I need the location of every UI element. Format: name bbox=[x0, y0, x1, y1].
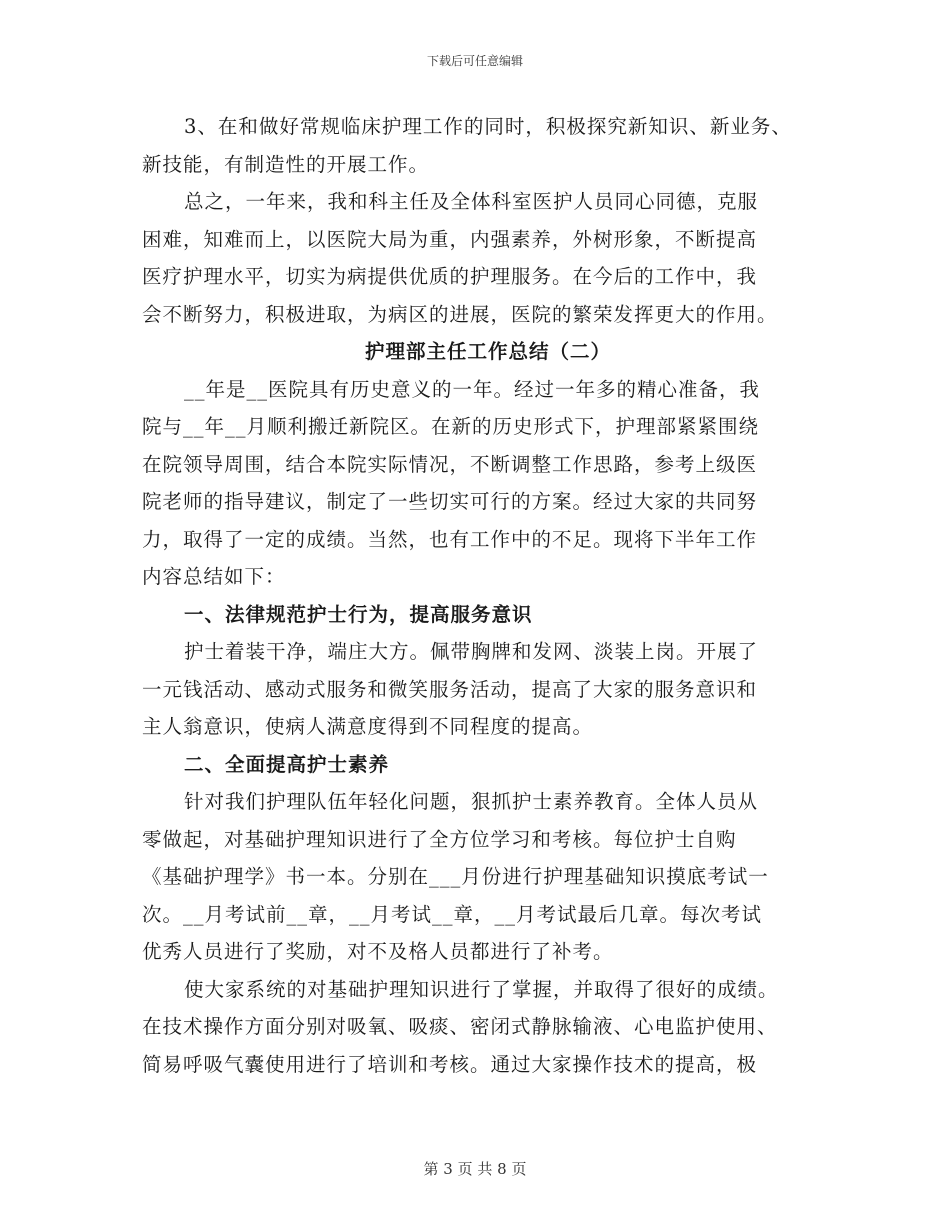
text-line: 针对我们护理队伍年轻化问题，狠抓护士素养教育。全体人员从 bbox=[184, 790, 759, 813]
text-line: __年是__医院具有历史意义的一年。经过一年多的精心准备，我 bbox=[184, 377, 761, 401]
text-line: 院老师的指导建议，制定了一些切实可行的方案。经过大家的共同努 bbox=[142, 490, 758, 513]
text-line: 困难，知难而上，以医院大局为重，内强素养，外树形象，不断提高 bbox=[142, 227, 758, 251]
text-line: 使大家系统的对基础护理知识进行了掌握，并取得了很好的成绩。 bbox=[184, 977, 779, 1001]
text-line: 护士着装干净，端庄大方。佩带胸牌和发网、淡装上岗。开展了 bbox=[184, 640, 759, 663]
page-footer: 第 3 页 共 8 页 bbox=[423, 1160, 527, 1178]
text-line: 新技能，有制造性的开展工作。 bbox=[142, 152, 430, 176]
text-line: 在技术操作方面分别对吸氧、吸痰、密闭式静脉输液、心电监护使用、 bbox=[142, 1015, 778, 1038]
document-title: 护理部主任工作总结（二） bbox=[364, 340, 611, 363]
text-line: 在院领导周围，结合本院实际情况，不断调整工作思路，参考上级医 bbox=[142, 452, 758, 476]
text-line: 内容总结如下： bbox=[142, 565, 286, 588]
text-line: 3、在和做好常规临床护理工作的同时，积极探究新知识、新业务、 bbox=[184, 115, 792, 138]
section-heading: 二、全面提高护士素养 bbox=[184, 752, 390, 776]
text-line: 一元钱活动、感动式服务和微笑服务活动，提高了大家的服务意识和 bbox=[142, 677, 758, 701]
text-line: 院与__年__月顺利搬迁新院区。在新的历史形式下，护理部紧紧围绕 bbox=[142, 415, 760, 438]
page-header: 下载后可任意编辑 bbox=[426, 54, 523, 68]
text-line: 总之，一年来，我和科主任及全体科室医护人员同心同德，克服 bbox=[184, 190, 759, 213]
text-line: 简易呼吸气囊使用进行了培训和考核。通过大家操作技术的提高，极 bbox=[142, 1052, 758, 1076]
text-line: 零做起，对基础护理知识进行了全方位学习和考核。每位护士自购 bbox=[142, 827, 737, 851]
text-line: 优秀人员进行了奖励，对不及格人员都进行了补考。 bbox=[142, 940, 614, 963]
document-body bbox=[142, 108, 814, 1083]
text-line: 次。__月考试前__章，__月考试__章，__月考试最后几章。每次考试 bbox=[142, 902, 763, 926]
text-line: 医疗护理水平，切实为病提供优质的护理服务。在今后的工作中，我 bbox=[142, 265, 758, 288]
text-line: 会不断努力，积极进取，为病区的进展，医院的繁荣发挥更大的作用。 bbox=[142, 302, 778, 326]
text-line: 力，取得了一定的成绩。当然，也有工作中的不足。现将下半年工作 bbox=[142, 527, 758, 551]
section-heading: 一、法律规范护士行为，提高服务意识 bbox=[184, 602, 533, 626]
text-line: 《基础护理学》书一本。分别在___月份进行护理基础知识摸底考试一 bbox=[142, 865, 769, 888]
text-line: 主人翁意识，使病人满意度得到不同程度的提高。 bbox=[142, 715, 594, 738]
